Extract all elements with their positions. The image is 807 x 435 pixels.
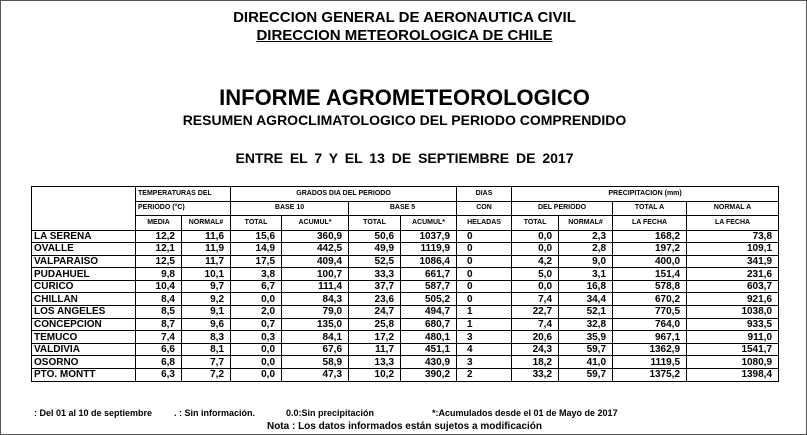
del-periodo-header: DEL PERIODO	[512, 201, 613, 216]
temp-header-2: PERIODO (°C)	[136, 201, 231, 216]
dias-heladas-cell: 0	[457, 243, 512, 256]
b5-acumul-header: ACUMUL*	[401, 216, 457, 231]
grados-header: GRADOS DIA DEL PERIODO	[231, 187, 457, 202]
total-a-fecha-cell: 764,0	[613, 318, 687, 331]
footnote-acumulados: *:Acumulados desde el 01 de Mayo de 2017	[432, 408, 618, 418]
p-normal-cell: 9,0	[559, 255, 613, 268]
p-normal-cell: 16,8	[559, 280, 613, 293]
temp-media-cell: 6,6	[136, 343, 182, 356]
temp-normal-cell: 11,9	[182, 243, 231, 256]
table-row	[32, 243, 779, 256]
table-row	[32, 255, 779, 268]
normal-a-fecha-cell: 911,0	[687, 331, 779, 344]
total-a-fecha-cell: 578,8	[613, 280, 687, 293]
report-period: ENTRE EL 7 Y EL 13 DE SEPTIEMBRE DE 2017	[235, 150, 574, 166]
station-cell: CHILLAN	[32, 293, 136, 306]
p-total-cell: 20,6	[512, 331, 559, 344]
station-cell: VALDIVIA	[32, 343, 136, 356]
p-normal-header: NORMAL#	[559, 216, 613, 231]
b5-acumul-cell: 1119,9	[401, 243, 457, 256]
station-cell: VALPARAISO	[32, 255, 136, 268]
total-a-fecha-cell: 168,2	[613, 230, 687, 243]
p-normal-cell: 32,8	[559, 318, 613, 331]
b5-acumul-cell: 494,7	[401, 306, 457, 319]
header-row-1	[32, 187, 779, 202]
dias-header-1: DIAS	[457, 187, 512, 202]
table-row	[32, 343, 779, 356]
temp-normal-cell: 7,7	[182, 356, 231, 369]
dias-heladas-cell: 0	[457, 230, 512, 243]
b5-total-cell: 11,7	[349, 343, 401, 356]
p-total-cell: 18,2	[512, 356, 559, 369]
b5-acumul-cell: 680,7	[401, 318, 457, 331]
footnote-sin-info: . : Sin información.	[174, 408, 256, 418]
normal-a-fecha-cell: 231,6	[687, 268, 779, 281]
report-subtitle: RESUMEN AGROCLIMATOLOGICO DEL PERIODO COMPRENDIDO	[182, 112, 627, 128]
p-total-cell: 5,0	[512, 268, 559, 281]
b5-acumul-cell: 390,2	[401, 369, 457, 382]
normal-a-fecha-cell: 73,8	[687, 230, 779, 243]
total-a-fecha-cell: 400,0	[613, 255, 687, 268]
station-cell: LOS ANGELES	[32, 306, 136, 319]
agro-data-table	[31, 186, 779, 382]
b5-total-cell: 37,7	[349, 280, 401, 293]
station-cell: PUDAHUEL	[32, 268, 136, 281]
b5-acumul-cell: 661,7	[401, 268, 457, 281]
normal-a-header: NORMAL A	[687, 201, 779, 216]
org-line-2-text: DIRECCION METEOROLOGICA DE CHILE	[256, 27, 553, 44]
la-fecha-header-1: LA FECHA	[613, 216, 687, 231]
b10-acumul-cell: 135,0	[282, 318, 349, 331]
b10-acumul-cell: 79,0	[282, 306, 349, 319]
total-a-fecha-cell: 1362,9	[613, 343, 687, 356]
station-cell: CONCEPCION	[32, 318, 136, 331]
temp-media-cell: 10,4	[136, 280, 182, 293]
station-header	[32, 187, 136, 231]
normal-a-fecha-cell: 933,5	[687, 318, 779, 331]
b10-total-cell: 3,8	[231, 268, 282, 281]
station-cell: OSORNO	[32, 356, 136, 369]
station-cell: LA SERENA	[32, 230, 136, 243]
total-a-fecha-cell: 151,4	[613, 268, 687, 281]
b5-total-cell: 52,5	[349, 255, 401, 268]
p-total-cell: 0,0	[512, 243, 559, 256]
dias-heladas-cell: 0	[457, 268, 512, 281]
b10-total-cell: 0,7	[231, 318, 282, 331]
base10-header: BASE 10	[231, 201, 349, 216]
b5-acumul-cell: 430,9	[401, 356, 457, 369]
station-cell: CURICO	[32, 280, 136, 293]
normal-a-fecha-cell: 921,6	[687, 293, 779, 306]
b10-total-cell: 0,0	[231, 369, 282, 382]
dias-heladas-cell: 0	[457, 255, 512, 268]
temp-media-cell: 12,2	[136, 230, 182, 243]
table-row	[32, 306, 779, 319]
temp-media-cell: 8,5	[136, 306, 182, 319]
temp-normal-cell: 9,2	[182, 293, 231, 306]
b5-total-cell: 23,6	[349, 293, 401, 306]
dias-header-3: HELADAS	[457, 216, 512, 231]
p-total-cell: 7,4	[512, 293, 559, 306]
temp-normal-cell: 9,1	[182, 306, 231, 319]
table-row	[32, 230, 779, 243]
temp-media-cell: 7,4	[136, 331, 182, 344]
normal-a-fecha-cell: 109,1	[687, 243, 779, 256]
normal-a-fecha-cell: 1398,4	[687, 369, 779, 382]
total-a-fecha-cell: 770,5	[613, 306, 687, 319]
p-total-cell: 7,4	[512, 318, 559, 331]
table-row	[32, 331, 779, 344]
temp-normal-cell: 9,6	[182, 318, 231, 331]
p-total-cell: 4,2	[512, 255, 559, 268]
b5-total-cell: 33,3	[349, 268, 401, 281]
la-fecha-header-2: LA FECHA	[687, 216, 779, 231]
b10-acumul-cell: 84,1	[282, 331, 349, 344]
precip-header: PRECIPITACION (mm)	[512, 187, 779, 202]
header-row-2	[32, 201, 779, 216]
b10-acumul-cell: 360,9	[282, 230, 349, 243]
temp-normal-cell: 11,6	[182, 230, 231, 243]
b5-acumul-cell: 587,7	[401, 280, 457, 293]
total-a-header: TOTAL A	[613, 201, 687, 216]
b10-acumul-cell: 442,5	[282, 243, 349, 256]
temp-media-cell: 9,8	[136, 268, 182, 281]
header-row-3	[32, 216, 779, 231]
total-a-fecha-cell: 197,2	[613, 243, 687, 256]
p-normal-cell: 59,7	[559, 369, 613, 382]
dias-heladas-cell: 3	[457, 356, 512, 369]
normal-a-fecha-cell: 1541,7	[687, 343, 779, 356]
temp-media-cell: 6,8	[136, 356, 182, 369]
normal-a-fecha-cell: 603,7	[687, 280, 779, 293]
dias-heladas-cell: 0	[457, 293, 512, 306]
b10-acumul-cell: 47,3	[282, 369, 349, 382]
table-body	[32, 230, 779, 381]
org-line-1: DIRECCION GENERAL DE AERONAUTICA CIVIL	[233, 9, 576, 26]
media-header: MEDIA	[136, 216, 182, 231]
modification-note: Nota : Los datos informados están sujetos a modificación	[266, 421, 543, 432]
normal-a-fecha-cell: 1038,0	[687, 306, 779, 319]
b10-total-cell: 15,6	[231, 230, 282, 243]
b5-total-cell: 10,2	[349, 369, 401, 382]
b5-total-header: TOTAL	[349, 216, 401, 231]
b10-total-cell: 2,0	[231, 306, 282, 319]
table-row	[32, 280, 779, 293]
total-a-fecha-cell: 1119,5	[613, 356, 687, 369]
dias-heladas-cell: 0	[457, 280, 512, 293]
dias-header-2: CON	[457, 201, 512, 216]
b5-total-cell: 50,6	[349, 230, 401, 243]
temp-header-1: TEMPERATURAS DEL	[136, 187, 231, 202]
temp-normal-cell: 8,1	[182, 343, 231, 356]
temp-media-cell: 8,4	[136, 293, 182, 306]
temp-media-cell: 12,1	[136, 243, 182, 256]
b10-total-cell: 6,7	[231, 280, 282, 293]
p-normal-cell: 2,3	[559, 230, 613, 243]
p-total-cell: 22,7	[512, 306, 559, 319]
b10-total-cell: 14,9	[231, 243, 282, 256]
footnote-normal: : Del 01 al 10 de septiembre	[34, 408, 153, 418]
b10-acumul-cell: 409,4	[282, 255, 349, 268]
b5-total-cell: 17,2	[349, 331, 401, 344]
p-total-header: TOTAL	[512, 216, 559, 231]
b10-total-cell: 17,5	[231, 255, 282, 268]
table-row	[32, 318, 779, 331]
b10-total-header: TOTAL	[231, 216, 282, 231]
b10-acumul-cell: 100,7	[282, 268, 349, 281]
table-row	[32, 268, 779, 281]
table-row	[32, 356, 779, 369]
b10-total-cell: 0,0	[231, 356, 282, 369]
temp-media-cell: 6,3	[136, 369, 182, 382]
normal-a-fecha-cell: 1080,9	[687, 356, 779, 369]
b5-acumul-cell: 480,1	[401, 331, 457, 344]
temp-normal-cell: 9,7	[182, 280, 231, 293]
b5-acumul-cell: 1086,4	[401, 255, 457, 268]
b10-acumul-cell: 67,6	[282, 343, 349, 356]
station-cell: TEMUCO	[32, 331, 136, 344]
b10-acumul-cell: 58,9	[282, 356, 349, 369]
p-normal-cell: 34,4	[559, 293, 613, 306]
table-row	[32, 369, 779, 382]
b5-total-cell: 13,3	[349, 356, 401, 369]
b10-acumul-cell: 84,3	[282, 293, 349, 306]
total-a-fecha-cell: 1375,2	[613, 369, 687, 382]
normal-header: NORMAL#	[182, 216, 231, 231]
b5-acumul-cell: 1037,9	[401, 230, 457, 243]
p-total-cell: 0,0	[512, 280, 559, 293]
dias-heladas-cell: 1	[457, 318, 512, 331]
org-line-2	[1, 27, 807, 44]
b10-total-cell: 0,3	[231, 331, 282, 344]
total-a-fecha-cell: 967,1	[613, 331, 687, 344]
dias-heladas-cell: 1	[457, 306, 512, 319]
temp-normal-cell: 8,3	[182, 331, 231, 344]
normal-a-fecha-cell: 341,9	[687, 255, 779, 268]
temp-media-cell: 8,7	[136, 318, 182, 331]
temp-normal-cell: 7,2	[182, 369, 231, 382]
temp-media-cell: 12,5	[136, 255, 182, 268]
dias-heladas-cell: 3	[457, 331, 512, 344]
dias-heladas-cell: 4	[457, 343, 512, 356]
b5-acumul-cell: 505,2	[401, 293, 457, 306]
station-cell: PTO. MONTT	[32, 369, 136, 382]
report-title: INFORME AGROMETEOROLOGICO	[219, 85, 590, 110]
p-normal-cell: 3,1	[559, 268, 613, 281]
p-normal-cell: 52,1	[559, 306, 613, 319]
p-normal-cell: 2,8	[559, 243, 613, 256]
b5-acumul-cell: 451,1	[401, 343, 457, 356]
b5-total-cell: 24,7	[349, 306, 401, 319]
station-cell: OVALLE	[32, 243, 136, 256]
p-total-cell: 0,0	[512, 230, 559, 243]
p-normal-cell: 59,7	[559, 343, 613, 356]
b5-total-cell: 49,9	[349, 243, 401, 256]
p-total-cell: 33,2	[512, 369, 559, 382]
total-a-fecha-cell: 670,2	[613, 293, 687, 306]
footnote-sin-precip: 0.0:Sin precipitación	[286, 408, 375, 418]
base5-header: BASE 5	[349, 201, 457, 216]
p-normal-cell: 35,9	[559, 331, 613, 344]
b10-acumul-cell: 111,4	[282, 280, 349, 293]
b10-acumul-header: ACUMUL*	[282, 216, 349, 231]
p-normal-cell: 41,0	[559, 356, 613, 369]
table-row	[32, 293, 779, 306]
b10-total-cell: 0,0	[231, 293, 282, 306]
b10-total-cell: 0,0	[231, 343, 282, 356]
temp-normal-cell: 10,1	[182, 268, 231, 281]
dias-heladas-cell: 2	[457, 369, 512, 382]
p-total-cell: 24,3	[512, 343, 559, 356]
temp-normal-cell: 11,7	[182, 255, 231, 268]
b5-total-cell: 25,8	[349, 318, 401, 331]
